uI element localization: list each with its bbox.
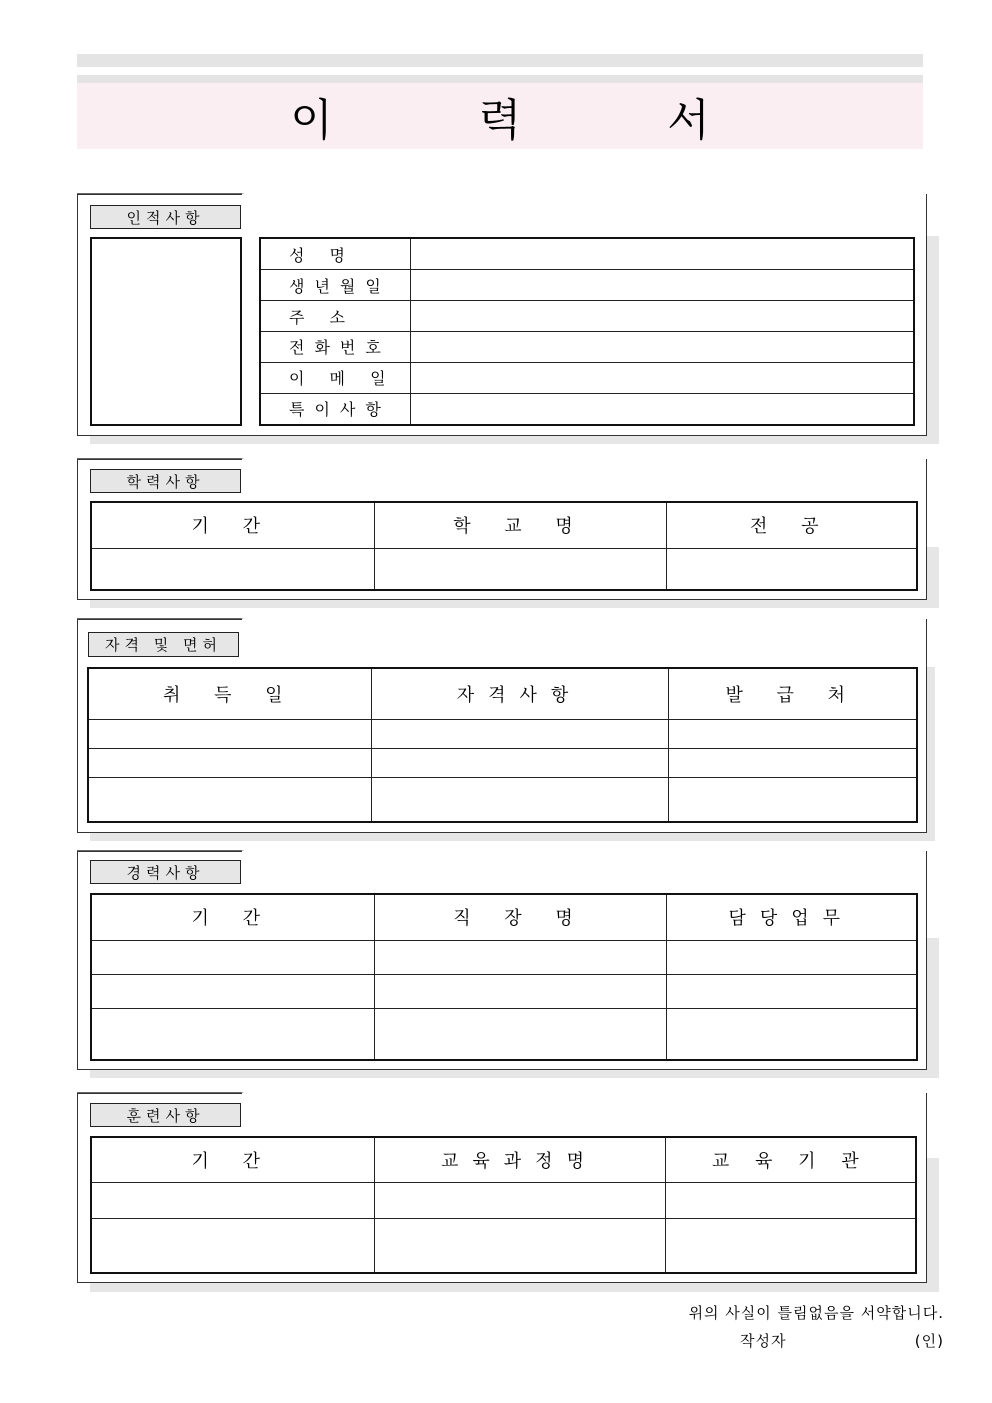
cell-edu-period[interactable] [91, 548, 374, 590]
header-issuer: 발 급 처 [668, 668, 917, 719]
table-cell[interactable] [668, 748, 917, 777]
header-company: 직 장 명 [374, 894, 666, 940]
header-period: 기 간 [91, 502, 374, 548]
header-acquired-date: 취 득 일 [88, 668, 371, 719]
table-cell[interactable] [668, 778, 917, 822]
table-cell[interactable] [371, 748, 668, 777]
header-major: 전 공 [666, 502, 917, 548]
cell-edu-school[interactable] [374, 548, 666, 590]
field-address[interactable] [410, 301, 914, 332]
table-cell[interactable] [91, 1009, 374, 1060]
field-phone[interactable] [410, 331, 914, 362]
table-cell[interactable] [666, 974, 917, 1008]
label-name: 성 명 [260, 238, 410, 270]
page-title: 이 력 서 [290, 95, 776, 146]
table-cell[interactable] [374, 974, 666, 1008]
table-cell[interactable] [88, 748, 371, 777]
label-birthdate: 생년월일 [260, 270, 410, 301]
declaration-text: 위의 사실이 틀림없음을 서약합니다. [688, 1304, 944, 1322]
header-institution: 교 육 기 관 [665, 1137, 916, 1182]
table-cell[interactable] [666, 1009, 917, 1060]
table-cell[interactable] [668, 719, 917, 748]
personal-info-table [259, 237, 915, 426]
cell-edu-major[interactable] [666, 548, 917, 590]
licenses-table [87, 667, 918, 823]
field-email[interactable] [410, 362, 914, 393]
field-notes[interactable] [410, 393, 914, 425]
header-school: 학 교 명 [374, 502, 666, 548]
header-period: 기 간 [91, 894, 374, 940]
table-cell[interactable] [88, 719, 371, 748]
table-cell[interactable] [374, 1182, 665, 1218]
training-table [90, 1136, 917, 1274]
table-cell[interactable] [91, 974, 374, 1008]
label-notes: 특이사항 [260, 393, 410, 425]
tab-education: 학력사항 [90, 469, 241, 493]
header-license: 자격사항 [371, 668, 668, 719]
label-address: 주 소 [260, 301, 410, 332]
field-birthdate[interactable] [410, 270, 914, 301]
seal-mark: (인) [914, 1332, 944, 1350]
table-cell[interactable] [666, 940, 917, 974]
header-period: 기 간 [91, 1137, 374, 1182]
table-cell[interactable] [665, 1218, 916, 1273]
table-cell[interactable] [91, 1218, 374, 1273]
education-table [90, 501, 918, 591]
table-cell[interactable] [371, 778, 668, 822]
table-cell[interactable] [371, 719, 668, 748]
header-duties: 담당업무 [666, 894, 917, 940]
table-cell[interactable] [374, 1009, 666, 1060]
label-phone: 전화번호 [260, 331, 410, 362]
table-cell[interactable] [91, 940, 374, 974]
header-course: 교육과정명 [374, 1137, 665, 1182]
table-cell[interactable] [665, 1182, 916, 1218]
field-name[interactable] [410, 238, 914, 270]
table-cell[interactable] [374, 1218, 665, 1273]
tab-personal: 인적사항 [90, 205, 241, 229]
career-table [90, 893, 918, 1061]
tab-training: 훈련사항 [90, 1103, 241, 1127]
photo-area[interactable] [90, 237, 242, 426]
table-cell[interactable] [91, 1182, 374, 1218]
label-email: 이 메 일 [260, 362, 410, 393]
tab-licenses: 자격 및 면허 [88, 632, 239, 657]
table-cell[interactable] [88, 778, 371, 822]
author-label: 작성자 [740, 1332, 787, 1350]
table-cell[interactable] [374, 940, 666, 974]
tab-career: 경력사항 [90, 860, 241, 884]
